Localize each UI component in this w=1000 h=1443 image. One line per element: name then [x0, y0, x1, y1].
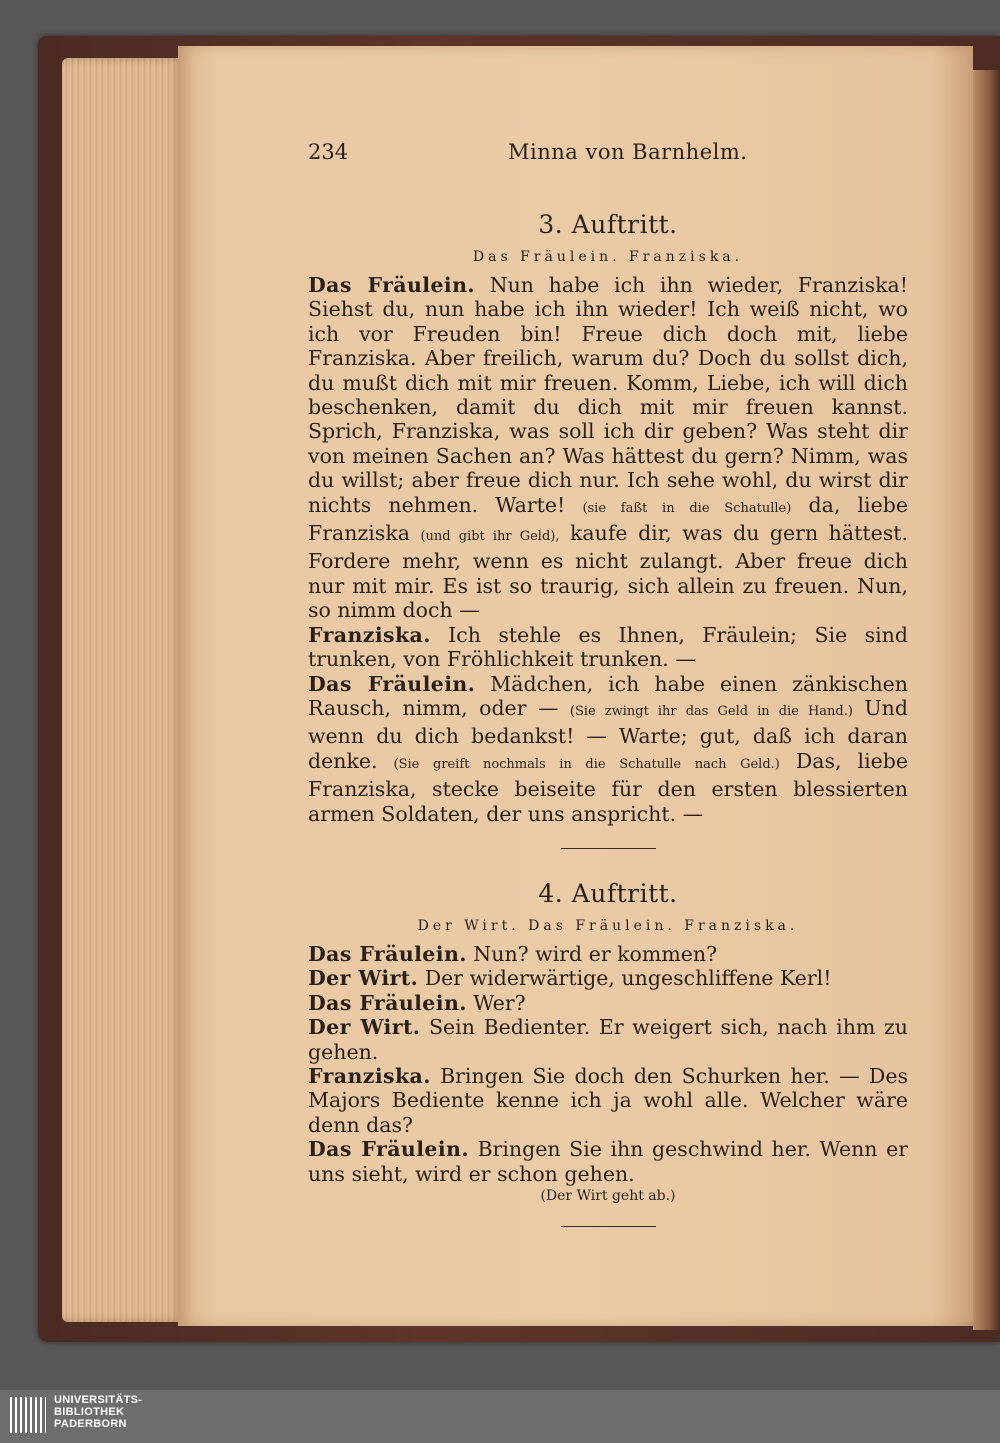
scene-heading: 4. Auftritt. [538, 878, 678, 908]
speech-text: da, liebe Franziska [308, 492, 908, 546]
scene-heading: 3. Auftritt. [538, 210, 678, 239]
speaker-label: Der Wirt. [308, 1015, 421, 1040]
speech-text: kaufe dir, was du gern hättest. Fordere mehr, wenn es nicht zulangt. Aber freue dich nur mit mir. Es ist so traurig, sich allein zu freuen. Nun, so nimm doch — [308, 521, 908, 623]
speech [308, 273, 908, 623]
running-head [308, 140, 908, 180]
scene-divider [561, 1226, 656, 1227]
library-logo [0, 1390, 1000, 1443]
stage-direction: (Sie zwingt ihr das Geld in die Hand.) [569, 703, 853, 719]
scene-divider [561, 848, 656, 849]
running-title: Minna von Barnhelm. [508, 140, 748, 164]
speech [308, 623, 908, 672]
speech-text: Sein Bedienter. Er weigert sich, nach ihm zu gehen. [308, 1015, 909, 1064]
speech-text: Das, liebe Franziska, stecke beiseite für den ersten blessierten armen Soldaten, der uns anspricht. — [308, 748, 909, 826]
speaker-label: Das Fräulein. [308, 990, 467, 1015]
speaker-label: Das Fräulein. [308, 941, 467, 966]
stage-direction: (und gibt ihr Geld), [420, 529, 560, 545]
speech [308, 1064, 908, 1137]
page-number: 234 [308, 140, 349, 164]
speech [308, 942, 908, 966]
logo-line: PADERBORN [54, 1418, 127, 1430]
speech-text: Ich stehle es Ihnen, Fräulein; Sie sind trunken, von Fröhlichkeit trunken. — [308, 622, 908, 672]
speech-text: Mädchen, ich habe einen zänkischen Rausch, nimm, oder — [308, 671, 909, 720]
page-edges [62, 58, 184, 1322]
book-gutter [973, 70, 1000, 1330]
stage-direction: (Sie greift nochmals in die Schatulle nach Geld.) [393, 756, 780, 772]
library-logo-icon [10, 1397, 46, 1433]
library-logo-text [54, 1394, 142, 1430]
speech [308, 966, 908, 990]
speech-text: Bringen Sie doch den Schurken her. — Des Majors Bediente kenne ich ja wohl alle. Welcher wäre denn das? [308, 1063, 908, 1137]
cast-list: Das Fräulein. Franziska. [472, 249, 744, 265]
speaker-label: Franziska. [308, 622, 431, 647]
speech-text: Und wenn du dich bedankst! — Warte; gut, daß ich daran denke. [308, 695, 909, 773]
page-text [308, 140, 908, 1251]
speech [308, 1137, 908, 1186]
cast-list: Der Wirt. Das Fräulein. Franziska. [417, 917, 799, 934]
stage-direction-exit: (Der Wirt geht ab.) [540, 1188, 676, 1204]
speech-text: Bringen Sie ihn geschwind her. Wenn er uns sieht, wird er schon gehen. [308, 1137, 909, 1186]
speaker-label: Das Fräulein. [308, 1137, 469, 1162]
stage-direction: (sie faßt in die Schatulle) [582, 500, 792, 516]
speaker-label: Franziska. [308, 1063, 431, 1088]
speech-text: Wer? [466, 990, 526, 1015]
speech [308, 991, 908, 1015]
speech-text: Der widerwärtige, ungeschliffene Kerl! [418, 966, 832, 991]
speaker-label: Das Fräulein. [308, 671, 476, 696]
speech-text: Nun habe ich ihn wieder, Franziska! Siehst du, nun habe ich ihn wieder! Ich weiß nicht, wo ich vor Freuden bin! Freue dich doch mit, liebe Franziska. Aber freilich, warum du? Doch du sollst dich, du mußt dich mit mir freuen. Komm, Liebe, ich will dich beschenken, damit du dich mit mir freuen kannst. Sprich, Franziska, was soll ich dir geben? Was steht dir von meinen Sachen an? Was hättest du gern? Nimm, was du willst; aber freue dich nur. Ich sehe wohl, du wirst dir nichts nehmen. Warte! [308, 273, 909, 517]
logo-line: BIBLIOTHEK [54, 1406, 125, 1418]
logo-line: UNIVERSITÄTS- [54, 1394, 143, 1406]
speech-text: Nun? wird er kommen? [466, 941, 718, 966]
speaker-label: Das Fräulein. [308, 273, 475, 297]
speaker-label: Der Wirt. [308, 966, 419, 991]
speech [308, 1015, 908, 1064]
speech [308, 672, 908, 826]
